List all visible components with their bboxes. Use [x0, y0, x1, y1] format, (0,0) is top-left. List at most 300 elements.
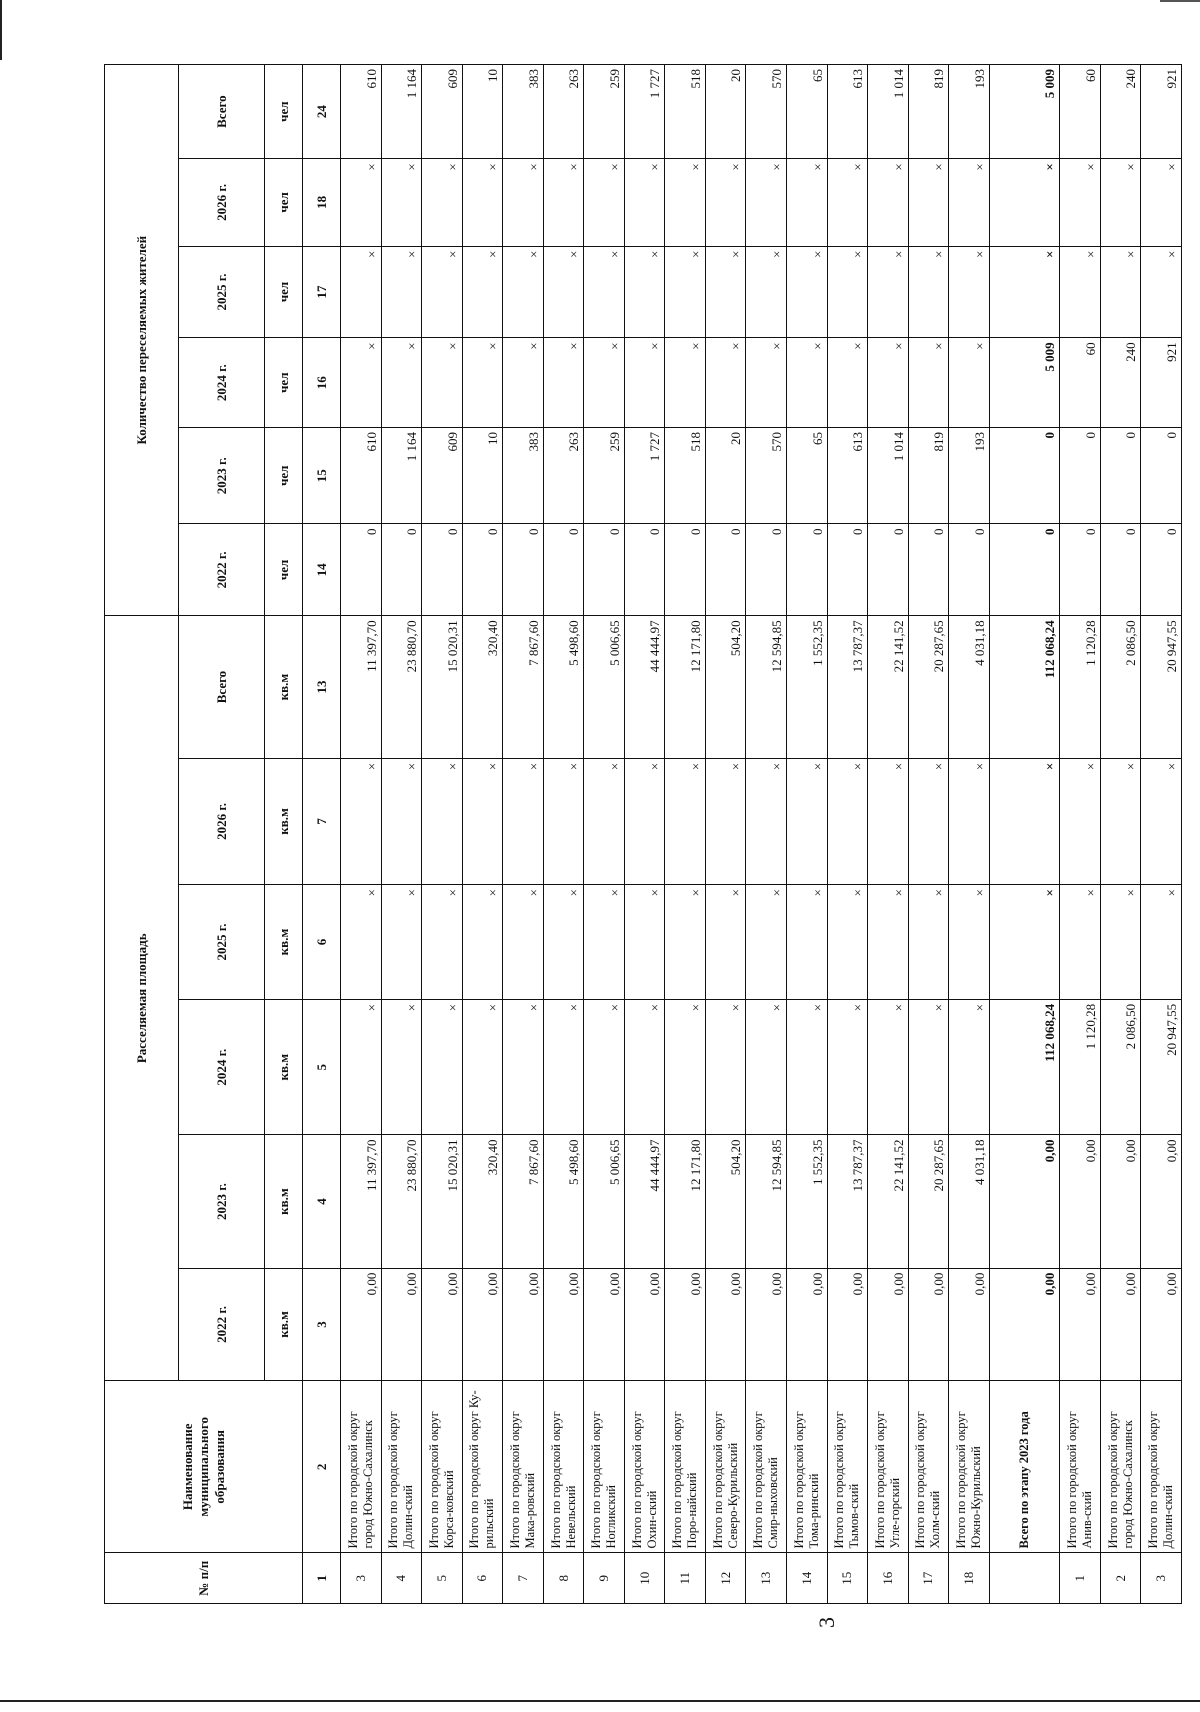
people-cell: ×	[1141, 159, 1182, 246]
area-cell: ×	[381, 758, 422, 884]
area-cell: 112 068,24	[989, 999, 1059, 1135]
area-cell: 0,00	[989, 1135, 1059, 1268]
people-cell: ×	[584, 246, 625, 338]
area-cell: 20 947,55	[1141, 616, 1182, 758]
area-cell: 44 444,97	[624, 616, 665, 758]
table-row	[1060, 65, 1101, 1604]
people-cell: 383	[503, 65, 544, 159]
area-cell: ×	[584, 999, 625, 1135]
header-year: 2023 г.	[179, 1135, 265, 1268]
area-cell: 23 880,70	[381, 616, 422, 758]
area-cell: 0,00	[1060, 1135, 1101, 1268]
people-cell: ×	[908, 246, 949, 338]
people-cell: ×	[827, 338, 868, 428]
area-cell: ×	[827, 758, 868, 884]
area-cell: 1 552,35	[787, 1135, 828, 1268]
table-row	[1141, 65, 1182, 1604]
people-cell: ×	[422, 338, 463, 428]
people-cell: ×	[503, 159, 544, 246]
people-cell: ×	[949, 246, 990, 338]
header-unit: кв.м	[265, 1268, 303, 1381]
municipality-name: Итого по городской округ город Южно-Сахалинск	[341, 1381, 382, 1553]
header-area-group: Расселяемая площадь	[105, 616, 179, 1381]
area-cell: 1 120,28	[1060, 616, 1101, 758]
row-number: 6	[462, 1553, 503, 1604]
people-cell: ×	[705, 338, 746, 428]
row-number: 1	[1060, 1553, 1101, 1604]
header-year: 2024 г.	[179, 999, 265, 1135]
row-number: 14	[787, 1553, 828, 1604]
table-row	[868, 65, 909, 1604]
area-cell: ×	[422, 885, 463, 1000]
header-num: № п/п	[105, 1553, 303, 1604]
area-cell: 1 552,35	[787, 616, 828, 758]
people-cell: 0	[827, 524, 868, 616]
area-cell: 0,00	[868, 1268, 909, 1381]
people-cell: ×	[584, 338, 625, 428]
table-row	[462, 65, 503, 1604]
people-cell: ×	[381, 159, 422, 246]
header-unit: чел	[265, 338, 303, 428]
area-cell: 0,00	[422, 1268, 463, 1381]
people-cell: ×	[989, 159, 1059, 246]
people-cell: 609	[422, 427, 463, 523]
area-cell: 0,00	[1100, 1268, 1141, 1381]
people-cell: 240	[1100, 65, 1141, 159]
people-cell: ×	[543, 246, 584, 338]
people-cell: 0	[746, 524, 787, 616]
row-number: 13	[746, 1553, 787, 1604]
people-cell: 0	[705, 524, 746, 616]
area-cell: ×	[462, 758, 503, 884]
people-cell: 0	[1100, 524, 1141, 616]
area-cell: 0,00	[1141, 1135, 1182, 1268]
people-cell: ×	[584, 159, 625, 246]
people-cell: 921	[1141, 338, 1182, 428]
area-cell: ×	[1060, 885, 1101, 1000]
people-cell: 570	[746, 427, 787, 523]
area-cell: 2 086,50	[1100, 616, 1141, 758]
people-cell: 0	[381, 524, 422, 616]
people-cell: 10	[462, 65, 503, 159]
area-cell: ×	[1060, 758, 1101, 884]
municipality-name: Итого по городской округ Ку-рильский	[462, 1381, 503, 1553]
municipality-name: Итого по городской округ Анив-ский	[1060, 1381, 1101, 1553]
header-unit: чел	[265, 524, 303, 616]
header-year: 2022 г.	[179, 1268, 265, 1381]
header-year: 2022 г.	[179, 524, 265, 616]
area-cell: 0,00	[949, 1268, 990, 1381]
people-cell: ×	[624, 159, 665, 246]
people-cell: 921	[1141, 65, 1182, 159]
table-row	[584, 65, 625, 1604]
people-cell: 0	[624, 524, 665, 616]
table-row	[381, 65, 422, 1604]
people-cell: ×	[746, 159, 787, 246]
people-cell: 518	[665, 427, 706, 523]
table-row	[665, 65, 706, 1604]
municipality-name: Итого по городской округ город Южно-Сахалинск	[1100, 1381, 1141, 1553]
area-cell: ×	[543, 885, 584, 1000]
area-cell: 0,00	[462, 1268, 503, 1381]
row-number: 4	[381, 1553, 422, 1604]
area-cell: 5 006,65	[584, 616, 625, 758]
people-cell: 263	[543, 65, 584, 159]
area-cell: 20 947,55	[1141, 999, 1182, 1135]
people-cell: ×	[827, 159, 868, 246]
area-cell: ×	[746, 999, 787, 1135]
area-cell: ×	[908, 758, 949, 884]
table-row	[624, 65, 665, 1604]
area-cell: 0,00	[503, 1268, 544, 1381]
people-cell: 20	[705, 427, 746, 523]
row-number: 3	[1141, 1553, 1182, 1604]
area-cell: 5 498,60	[543, 1135, 584, 1268]
area-cell: ×	[868, 999, 909, 1135]
people-cell: ×	[1100, 159, 1141, 246]
area-cell: 0,00	[787, 1268, 828, 1381]
header-column-number: 14	[303, 524, 341, 616]
header-column-number: 16	[303, 338, 341, 428]
table-row	[949, 65, 990, 1604]
people-cell: 263	[543, 427, 584, 523]
people-cell: ×	[624, 246, 665, 338]
municipality-name: Итого по городской округ Корса-ковский	[422, 1381, 463, 1553]
area-cell: ×	[422, 999, 463, 1135]
people-cell: ×	[543, 159, 584, 246]
people-cell: ×	[381, 246, 422, 338]
municipality-name: Итого по городской округ Северо-Курильский	[705, 1381, 746, 1553]
row-number: 7	[503, 1553, 544, 1604]
area-cell: ×	[989, 758, 1059, 884]
area-cell: 12 171,80	[665, 616, 706, 758]
header-unit: чел	[265, 246, 303, 338]
header-unit: чел	[265, 65, 303, 159]
area-cell: 320,40	[462, 1135, 503, 1268]
area-cell: ×	[827, 999, 868, 1135]
people-cell: 570	[746, 65, 787, 159]
area-cell: ×	[584, 885, 625, 1000]
area-cell: 504,20	[705, 1135, 746, 1268]
people-cell: 259	[584, 427, 625, 523]
row-number: 10	[624, 1553, 665, 1604]
header-unit: чел	[265, 427, 303, 523]
row-number: 9	[584, 1553, 625, 1604]
people-cell: 65	[787, 65, 828, 159]
area-cell: ×	[543, 999, 584, 1135]
people-cell: 610	[341, 427, 382, 523]
people-cell: 819	[908, 427, 949, 523]
municipality-name: Итого по городской округ Мака-ровский	[503, 1381, 544, 1553]
header-year: 2024 г.	[179, 338, 265, 428]
area-cell: ×	[746, 885, 787, 1000]
people-cell: 193	[949, 427, 990, 523]
people-cell: 0	[543, 524, 584, 616]
people-cell: 0	[584, 524, 625, 616]
area-cell: ×	[665, 885, 706, 1000]
people-cell: ×	[624, 338, 665, 428]
row-number	[989, 1553, 1059, 1604]
table-row	[543, 65, 584, 1604]
area-cell: 20 287,65	[908, 616, 949, 758]
people-cell: 0	[868, 524, 909, 616]
municipality-name: Итого по городской округ Невельский	[543, 1381, 584, 1553]
area-cell: ×	[787, 999, 828, 1135]
area-cell: 23 880,70	[381, 1135, 422, 1268]
people-cell: ×	[705, 159, 746, 246]
people-cell: 0	[503, 524, 544, 616]
area-cell: 0,00	[341, 1268, 382, 1381]
area-cell: 4 031,18	[949, 1135, 990, 1268]
area-cell: ×	[908, 885, 949, 1000]
header-year: 2026 г.	[179, 758, 265, 884]
table-body	[341, 65, 1182, 1604]
area-cell: ×	[584, 758, 625, 884]
area-cell: 12 594,85	[746, 1135, 787, 1268]
people-cell: ×	[1060, 159, 1101, 246]
area-cell: 0,00	[746, 1268, 787, 1381]
municipality-name: Итого по городской округ Тома-ринский	[787, 1381, 828, 1553]
area-cell: 0,00	[1100, 1135, 1141, 1268]
people-cell: ×	[949, 338, 990, 428]
people-cell: ×	[705, 246, 746, 338]
people-cell: ×	[787, 338, 828, 428]
row-number: 16	[868, 1553, 909, 1604]
people-cell: 65	[787, 427, 828, 523]
people-cell: ×	[341, 338, 382, 428]
area-cell: ×	[462, 999, 503, 1135]
area-cell: 4 031,18	[949, 616, 990, 758]
header-column-number: 3	[303, 1268, 341, 1381]
header-column-number: 2	[303, 1381, 341, 1553]
people-cell: 613	[827, 65, 868, 159]
header-unit: кв.м	[265, 999, 303, 1135]
header-year: 2025 г.	[179, 246, 265, 338]
people-cell: 518	[665, 65, 706, 159]
people-cell: 193	[949, 65, 990, 159]
header-column-number: 4	[303, 1135, 341, 1268]
people-cell: 5 009	[989, 338, 1059, 428]
municipality-name: Итого по городской округ Угле-горский	[868, 1381, 909, 1553]
area-cell: 44 444,97	[624, 1135, 665, 1268]
header-year: 2025 г.	[179, 885, 265, 1000]
area-cell: 1 120,28	[1060, 999, 1101, 1135]
area-cell: ×	[341, 758, 382, 884]
table-row	[908, 65, 949, 1604]
people-cell: ×	[1100, 246, 1141, 338]
people-cell: 0	[949, 524, 990, 616]
table-row	[422, 65, 463, 1604]
people-cell: 5 009	[989, 65, 1059, 159]
municipality-name: Итого по городской округ Долин-ский	[1141, 1381, 1182, 1553]
people-cell: ×	[787, 246, 828, 338]
people-cell: ×	[462, 246, 503, 338]
row-number: 18	[949, 1553, 990, 1604]
header-column-number: 6	[303, 885, 341, 1000]
table-row	[1100, 65, 1141, 1604]
area-cell: ×	[503, 999, 544, 1135]
people-cell: ×	[868, 338, 909, 428]
people-cell: 613	[827, 427, 868, 523]
municipality-name: Итого по городской округ Охин-ский	[624, 1381, 665, 1553]
people-cell: 259	[584, 65, 625, 159]
people-cell: ×	[989, 246, 1059, 338]
people-cell: ×	[1141, 246, 1182, 338]
people-cell: ×	[787, 159, 828, 246]
people-cell: 609	[422, 65, 463, 159]
area-cell: 15 020,31	[422, 1135, 463, 1268]
area-cell: ×	[746, 758, 787, 884]
header-column-number: 1	[303, 1553, 341, 1604]
people-cell: ×	[503, 338, 544, 428]
table-row	[787, 65, 828, 1604]
people-cell: ×	[827, 246, 868, 338]
total-row	[989, 65, 1059, 1604]
area-cell: 22 141,52	[868, 616, 909, 758]
area-cell: ×	[624, 758, 665, 884]
people-cell: 610	[341, 65, 382, 159]
area-cell: ×	[705, 999, 746, 1135]
people-cell: ×	[868, 246, 909, 338]
people-cell: ×	[341, 159, 382, 246]
area-cell: ×	[949, 758, 990, 884]
row-number: 15	[827, 1553, 868, 1604]
area-cell: 7 867,60	[503, 616, 544, 758]
area-cell: ×	[705, 885, 746, 1000]
area-cell: 15 020,31	[422, 616, 463, 758]
area-cell: ×	[1100, 885, 1141, 1000]
people-cell: 1 014	[868, 65, 909, 159]
header-year: Всего	[179, 65, 265, 159]
row-number: 3	[341, 1553, 382, 1604]
area-cell: ×	[381, 885, 422, 1000]
area-cell: ×	[665, 999, 706, 1135]
people-cell: ×	[665, 246, 706, 338]
header-unit: кв.м	[265, 1135, 303, 1268]
municipality-name: Итого по городской округ Ногликский	[584, 1381, 625, 1553]
area-cell: ×	[624, 999, 665, 1135]
municipality-name: Итого по городской округ Долин-ский	[381, 1381, 422, 1553]
row-number: 2	[1100, 1553, 1141, 1604]
people-cell: 20	[705, 65, 746, 159]
area-cell: 22 141,52	[868, 1135, 909, 1268]
people-cell: ×	[746, 246, 787, 338]
area-cell: ×	[949, 999, 990, 1135]
row-number: 11	[665, 1553, 706, 1604]
area-cell: 112 068,24	[989, 616, 1059, 758]
area-cell: ×	[787, 758, 828, 884]
people-cell: 0	[462, 524, 503, 616]
municipality-name: Итого по городской округ Тымов-ский	[827, 1381, 868, 1553]
people-cell: 0	[989, 427, 1059, 523]
area-cell: ×	[1141, 885, 1182, 1000]
people-cell: 10	[462, 427, 503, 523]
row-number: 17	[908, 1553, 949, 1604]
people-cell: 0	[341, 524, 382, 616]
table-row	[341, 65, 382, 1604]
table-row	[503, 65, 544, 1604]
area-cell: ×	[949, 885, 990, 1000]
area-cell: ×	[1141, 758, 1182, 884]
people-cell: 0	[1100, 427, 1141, 523]
people-cell: ×	[1060, 246, 1101, 338]
people-cell: ×	[422, 159, 463, 246]
header-unit: кв.м	[265, 885, 303, 1000]
area-cell: 0,00	[989, 1268, 1059, 1381]
people-cell: 0	[1141, 524, 1182, 616]
people-cell: 60	[1060, 338, 1101, 428]
row-number: 12	[705, 1553, 746, 1604]
area-cell: ×	[1100, 758, 1141, 884]
row-number: 5	[422, 1553, 463, 1604]
header-people-group: Количество переселяемых жителей	[105, 65, 179, 616]
people-cell: 819	[908, 65, 949, 159]
area-cell: 0,00	[827, 1268, 868, 1381]
people-cell: 60	[1060, 65, 1101, 159]
area-cell: 0,00	[705, 1268, 746, 1381]
area-cell: ×	[543, 758, 584, 884]
header-unit: кв.м	[265, 616, 303, 758]
area-cell: ×	[908, 999, 949, 1135]
area-cell: ×	[624, 885, 665, 1000]
people-cell: 1 727	[624, 65, 665, 159]
people-cell: ×	[868, 159, 909, 246]
area-cell: 7 867,60	[503, 1135, 544, 1268]
area-cell: 13 787,37	[827, 1135, 868, 1268]
people-cell: ×	[462, 338, 503, 428]
people-cell: ×	[422, 246, 463, 338]
people-cell: 1 727	[624, 427, 665, 523]
people-cell: 0	[989, 524, 1059, 616]
table-row	[827, 65, 868, 1604]
people-cell: ×	[462, 159, 503, 246]
people-cell: ×	[665, 159, 706, 246]
area-cell: ×	[827, 885, 868, 1000]
header-column-number: 17	[303, 246, 341, 338]
municipality-name: Всего по этапу 2023 года	[989, 1381, 1059, 1553]
area-cell: ×	[341, 885, 382, 1000]
area-cell: 0,00	[1060, 1268, 1101, 1381]
area-cell: 320,40	[462, 616, 503, 758]
people-cell: 0	[665, 524, 706, 616]
municipality-name: Итого по городской округ Холм-ский	[908, 1381, 949, 1553]
area-cell: 13 787,37	[827, 616, 868, 758]
area-cell: 0,00	[1141, 1268, 1182, 1381]
header-unit: кв.м	[265, 758, 303, 884]
area-cell: 20 287,65	[908, 1135, 949, 1268]
area-cell: ×	[341, 999, 382, 1135]
header-unit: чел	[265, 159, 303, 246]
area-cell: ×	[665, 758, 706, 884]
people-cell: ×	[665, 338, 706, 428]
people-cell: 1 164	[381, 65, 422, 159]
people-cell: 0	[908, 524, 949, 616]
row-number: 8	[543, 1553, 584, 1604]
area-cell: 0,00	[908, 1268, 949, 1381]
header-year: 2023 г.	[179, 427, 265, 523]
header-name: Наименование муниципального образования	[105, 1381, 303, 1553]
area-cell: 11 397,70	[341, 1135, 382, 1268]
area-cell: 5 006,65	[584, 1135, 625, 1268]
area-cell: ×	[787, 885, 828, 1000]
table-row	[705, 65, 746, 1604]
area-cell: 11 397,70	[341, 616, 382, 758]
area-cell: 5 498,60	[543, 616, 584, 758]
people-cell: ×	[503, 246, 544, 338]
header-year: Всего	[179, 616, 265, 758]
people-cell: ×	[949, 159, 990, 246]
people-cell: ×	[341, 246, 382, 338]
